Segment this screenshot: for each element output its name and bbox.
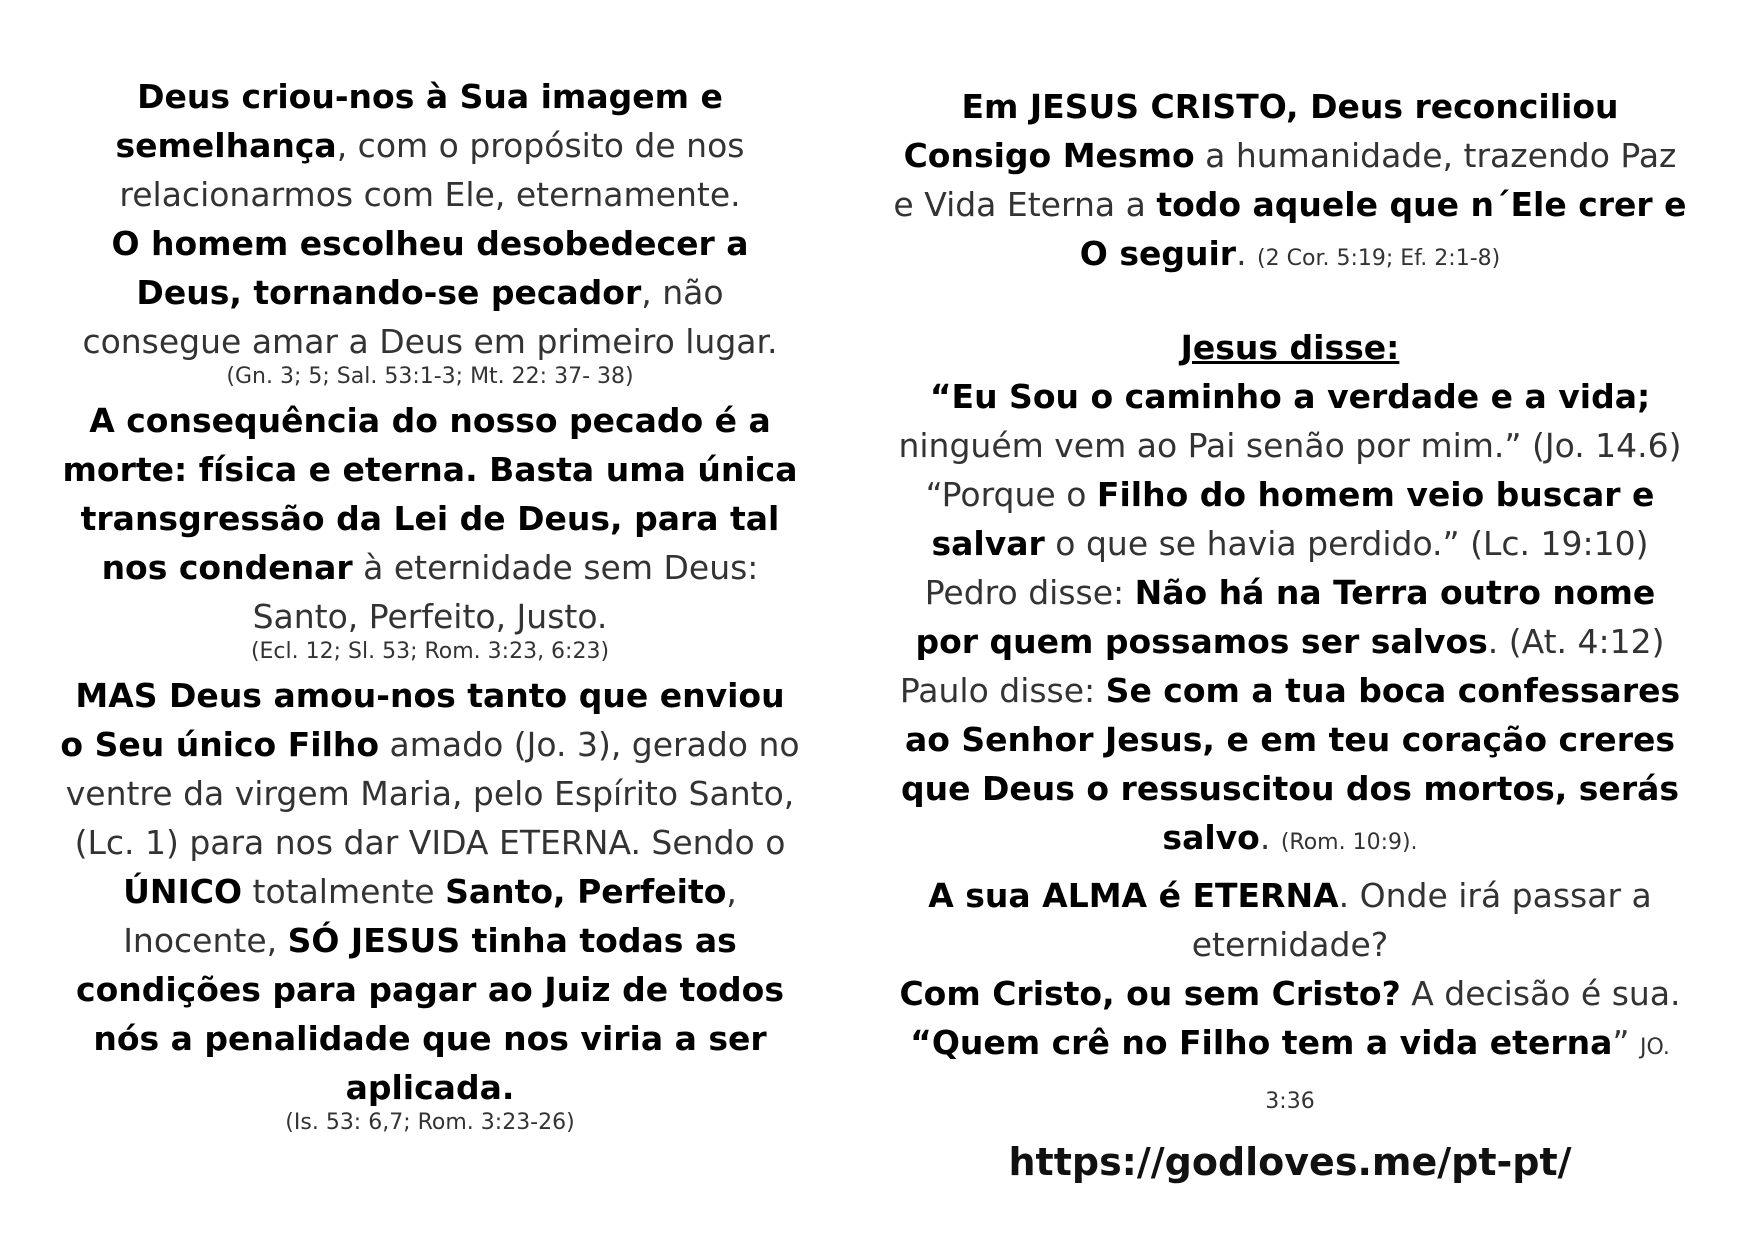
regular-text: ninguém vem ao Pai senão por mim.” (Jo. 14.6) <box>898 426 1682 465</box>
bold-text: ÚNICO <box>123 872 243 911</box>
regular-text: totalmente <box>242 872 446 911</box>
scripture-reference: JO. 3:36 <box>1265 1035 1670 1114</box>
regular-text: o que se havia perdido.” (Lc. 19:10) <box>1044 524 1649 563</box>
bold-text: A consequência do nosso pecado é a morte: física e eterna. Basta uma única transgressão da Lei de Deus, para tal nos condenar <box>62 401 798 587</box>
regular-text: Pedro disse: <box>924 573 1135 612</box>
bold-text: A sua ALMA é ETERNA <box>928 876 1339 915</box>
regular-text: “Porque o <box>925 475 1097 514</box>
bold-text: Deus criou-nos à Sua imagem e semelhança <box>115 77 723 165</box>
regular-text: a humanidade, trazendo Paz e Vida Eterna a <box>893 136 1677 224</box>
scripture-reference: (Ecl. 12; Sl. 53; Rom. 3:23, 6:23) <box>250 639 610 664</box>
bold-text: “Quem crê no Filho tem a vida eterna <box>910 1023 1613 1062</box>
regular-text: . Onde irá passar a eternidade? <box>1191 876 1652 964</box>
bold-text: Com Cristo, ou sem Cristo? <box>899 974 1401 1013</box>
salvation-paragraph <box>60 671 800 1138</box>
bold-text: O homem escolheu desobedecer a Deus, tornando-se pecador <box>111 224 749 312</box>
scripture-reference: (2 Cor. 5:19; Ef. 2:1-8) <box>1257 246 1501 271</box>
website-link[interactable]: https://godloves.me/pt-pt/ <box>1008 1140 1572 1184</box>
regular-text: . <box>1236 234 1258 273</box>
bold-text: Em JESUS CRISTO, Deus reconciliou Consigo Mesmo <box>903 87 1619 175</box>
reconciliation-paragraph <box>890 82 1690 283</box>
regular-text: amado (Jo. 3), gerado no ventre da virgem Maria, pelo Espírito Santo, (Lc. 1) para nos dar VIDA ETERNA. Sendo o <box>65 725 800 862</box>
decision-paragraph <box>890 871 1690 1126</box>
bold-text: todo aquele que n´Ele crer e O seguir <box>1079 185 1687 273</box>
creation-paragraph <box>60 72 800 392</box>
right-column <box>890 82 1690 1192</box>
jesus-said-paragraph <box>890 323 1690 867</box>
regular-text: ” <box>1612 1023 1640 1062</box>
regular-text: à eternidade sem Deus: <box>352 548 759 587</box>
regular-text: A decisão é sua. <box>1400 974 1681 1013</box>
bold-text: Se com a tua boca confessares ao Senhor Jesus, e em teu coração creres que Deus o ressuscitou dos mortos, serás salvo <box>901 671 1681 857</box>
left-column <box>60 72 800 1138</box>
bold-text: Filho do homem veio buscar e salvar <box>931 475 1655 563</box>
consequence-paragraph <box>60 396 800 667</box>
regular-text: Paulo disse: <box>899 671 1106 710</box>
regular-text: Santo, Perfeito, Justo. <box>252 597 608 636</box>
regular-text: . (At. 4:12) <box>1487 622 1665 661</box>
scripture-reference: (Gn. 3; 5; Sal. 53:1-3; Mt. 22: 37- 38) <box>226 364 634 389</box>
section-heading: Jesus disse: <box>1180 328 1400 367</box>
bold-text: Santo, Perfeito <box>445 872 727 911</box>
regular-text: , não consegue amar a Deus em primeiro lugar. <box>82 273 778 361</box>
bold-text: SÓ JESUS tinha todas as condições para pagar ao Juiz de todos nós a penalidade que nos viria a ser aplicada. <box>76 921 784 1107</box>
scripture-reference: (Is. 53: 6,7; Rom. 3:23-26) <box>285 1110 575 1135</box>
scripture-reference: (Rom. 10:9). <box>1280 830 1418 855</box>
bold-text: MAS Deus amou-nos tanto que enviou o Seu único Filho <box>60 676 785 764</box>
bold-text: Não há na Terra outro nome por quem possamos ser salvos <box>915 573 1656 661</box>
regular-text: , com o propósito de nos relacionarmos com Ele, eternamente. <box>119 126 745 214</box>
bold-text: “Eu Sou o caminho a verdade e a vida; <box>929 377 1651 416</box>
regular-text: . <box>1259 818 1281 857</box>
regular-text: , Inocente, <box>123 872 737 960</box>
